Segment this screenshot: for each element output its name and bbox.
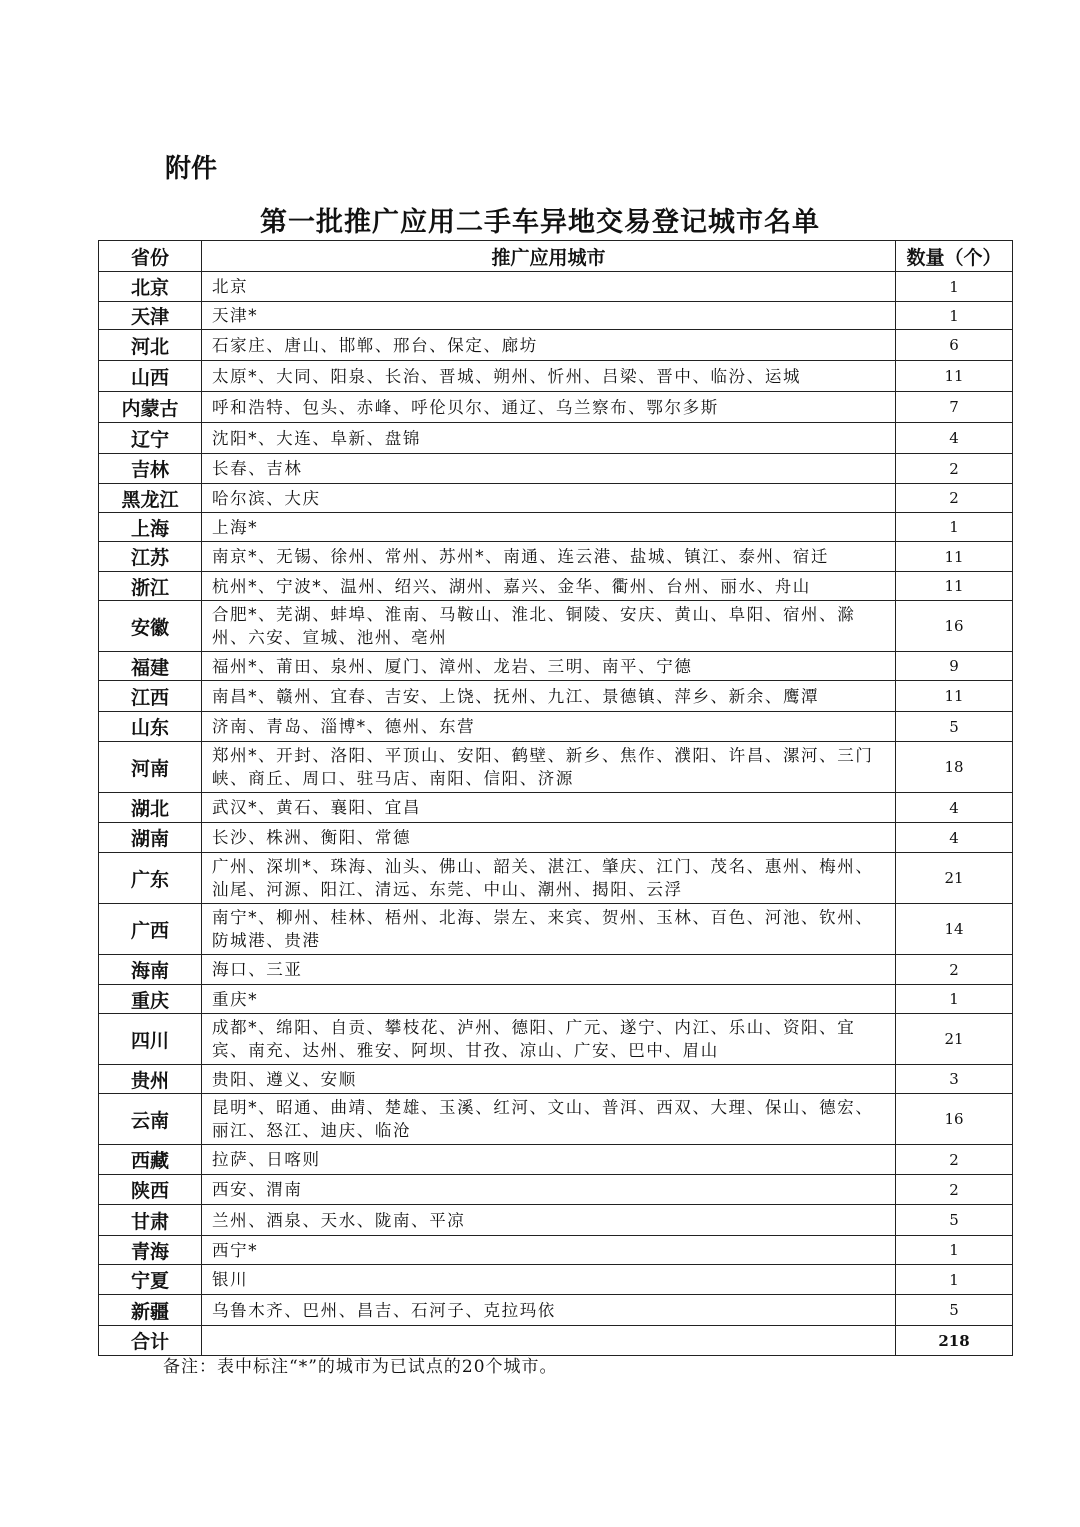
count-cell: 5 [896,712,1013,742]
cities-cell: 武汉*、黄石、襄阳、宜昌 [202,793,896,823]
table-row [99,1236,1013,1265]
count-cell: 1 [896,985,1013,1014]
count-cell: 4 [896,793,1013,823]
province-cell: 重庆 [99,985,202,1014]
province-cell: 湖南 [99,823,202,853]
province-cell: 江苏 [99,542,202,572]
province-cell: 天津 [99,302,202,330]
cities-cell: 南昌*、赣州、宜春、吉安、上饶、抚州、九江、景德镇、萍乡、新余、鹰潭 [202,681,896,712]
table-header-row [99,241,1013,272]
count-cell: 14 [896,904,1013,955]
count-cell: 16 [896,1094,1013,1145]
cities-cell: 西宁* [202,1236,896,1265]
document-title: 第一批推广应用二手车异地交易登记城市名单 [260,207,820,238]
header-cities: 推广应用城市 [202,241,896,272]
cities-cell: 福州*、莆田、泉州、厦门、漳州、龙岩、三明、南平、宁德 [202,652,896,681]
cities-cell: 海口、三亚 [202,955,896,985]
count-cell: 11 [896,572,1013,601]
province-cell: 北京 [99,272,202,302]
total-row [99,1326,1013,1356]
table-row [99,712,1013,742]
table-row [99,1145,1013,1175]
count-cell: 16 [896,601,1013,652]
province-cell: 黑龙江 [99,484,202,513]
cities-cell: 杭州*、宁波*、温州、绍兴、湖州、嘉兴、金华、衢州、台州、丽水、舟山 [202,572,896,601]
count-cell: 2 [896,1175,1013,1205]
cities-cell: 西安、渭南 [202,1175,896,1205]
cities-cell: 重庆* [202,985,896,1014]
province-cell: 陕西 [99,1175,202,1205]
cities-cell: 长春、吉林 [202,454,896,484]
table-row [99,392,1013,423]
cities-cell: 沈阳*、大连、阜新、盘锦 [202,423,896,454]
cities-cell: 呼和浩特、包头、赤峰、呼伦贝尔、通辽、乌兰察布、鄂尔多斯 [202,392,896,423]
table-row [99,681,1013,712]
table-row [99,1265,1013,1295]
table-row [99,423,1013,454]
cities-cell: 上海* [202,513,896,542]
province-cell: 河北 [99,330,202,361]
count-cell: 1 [896,302,1013,330]
count-cell: 18 [896,742,1013,793]
cities-cell: 太原*、大同、阳泉、长治、晋城、朔州、忻州、吕梁、晋中、临汾、运城 [202,361,896,392]
table-row [99,904,1013,955]
cities-cell: 贵阳、遵义、安顺 [202,1065,896,1094]
count-cell: 2 [896,1145,1013,1175]
count-cell: 2 [896,454,1013,484]
province-cell: 青海 [99,1236,202,1265]
cities-cell: 哈尔滨、大庆 [202,484,896,513]
count-cell: 1 [896,1265,1013,1295]
count-cell: 11 [896,542,1013,572]
table-row [99,1205,1013,1236]
cities-cell: 昆明*、昭通、曲靖、楚雄、玉溪、红河、文山、普洱、西双、大理、保山、德宏、丽江、怒江、迪庆、临沧 [202,1094,896,1145]
cities-cell: 北京 [202,272,896,302]
table-row [99,853,1013,904]
table-row [99,601,1013,652]
count-cell: 9 [896,652,1013,681]
count-cell: 7 [896,392,1013,423]
cities-cell: 合肥*、芜湖、蚌埠、淮南、马鞍山、淮北、铜陵、安庆、黄山、阜阳、宿州、滁州、六安、宣城、池州、亳州 [202,601,896,652]
cities-cell: 兰州、酒泉、天水、陇南、平凉 [202,1205,896,1236]
table-row [99,1065,1013,1094]
count-cell: 1 [896,513,1013,542]
table-row [99,652,1013,681]
cities-cell: 南京*、无锡、徐州、常州、苏州*、南通、连云港、盐城、镇江、泰州、宿迁 [202,542,896,572]
count-cell: 1 [896,1236,1013,1265]
cities-cell: 天津* [202,302,896,330]
count-cell: 2 [896,484,1013,513]
count-cell: 2 [896,955,1013,985]
cities-cell: 广州、深圳*、珠海、汕头、佛山、韶关、湛江、肇庆、江门、茂名、惠州、梅州、汕尾、河源、阳江、清远、东莞、中山、潮州、揭阳、云浮 [202,853,896,904]
header-count: 数量（个） [896,241,1013,272]
table-row [99,1175,1013,1205]
count-cell: 21 [896,1014,1013,1065]
table-row [99,1094,1013,1145]
province-cell: 云南 [99,1094,202,1145]
cities-cell: 石家庄、唐山、邯郸、邢台、保定、廊坊 [202,330,896,361]
table-row [99,572,1013,601]
province-cell: 河南 [99,742,202,793]
table-row [99,484,1013,513]
table-row [99,823,1013,853]
province-cell: 内蒙古 [99,392,202,423]
count-cell: 1 [896,272,1013,302]
total-count-cell: 218 [896,1326,1013,1356]
count-cell: 3 [896,1065,1013,1094]
table-row [99,955,1013,985]
province-cell: 江西 [99,681,202,712]
attachment-label: 附件 [165,154,218,184]
table-row [99,793,1013,823]
table-row [99,513,1013,542]
cities-cell: 长沙、株洲、衡阳、常德 [202,823,896,853]
table-row [99,272,1013,302]
province-cell: 宁夏 [99,1265,202,1295]
province-cell: 四川 [99,1014,202,1065]
province-cell: 广东 [99,853,202,904]
cities-cell: 成都*、绵阳、自贡、攀枝花、泸州、德阳、广元、遂宁、内江、乐山、资阳、宜宾、南充、达州、雅安、阿坝、甘孜、凉山、广安、巴中、眉山 [202,1014,896,1065]
total-label-cell: 合计 [99,1326,202,1356]
header-province: 省份 [99,241,202,272]
province-cell: 贵州 [99,1065,202,1094]
province-cell: 山东 [99,712,202,742]
province-cell: 海南 [99,955,202,985]
table-row [99,361,1013,392]
count-cell: 11 [896,361,1013,392]
cities-cell: 济南、青岛、淄博*、德州、东营 [202,712,896,742]
province-cell: 福建 [99,652,202,681]
province-cell: 山西 [99,361,202,392]
province-cell: 辽宁 [99,423,202,454]
province-cell: 上海 [99,513,202,542]
city-list-table [98,240,1013,1356]
table-row [99,542,1013,572]
table-row [99,1295,1013,1326]
table-body [99,272,1013,1356]
province-cell: 浙江 [99,572,202,601]
province-cell: 甘肃 [99,1205,202,1236]
count-cell: 4 [896,423,1013,454]
footnote: 备注：表中标注“*”的城市为已试点的20个城市。 [163,1357,558,1377]
table-row [99,1014,1013,1065]
province-cell: 广西 [99,904,202,955]
cities-cell: 银川 [202,1265,896,1295]
table-row [99,985,1013,1014]
cities-cell: 拉萨、日喀则 [202,1145,896,1175]
count-cell: 6 [896,330,1013,361]
province-cell: 湖北 [99,793,202,823]
table-row [99,330,1013,361]
province-cell: 安徽 [99,601,202,652]
table-row [99,302,1013,330]
count-cell: 21 [896,853,1013,904]
count-cell: 11 [896,681,1013,712]
cities-cell: 南宁*、柳州、桂林、梧州、北海、崇左、来宾、贺州、玉林、百色、河池、钦州、防城港、贵港 [202,904,896,955]
table-row [99,742,1013,793]
table-row [99,454,1013,484]
count-cell: 5 [896,1295,1013,1326]
cities-cell: 郑州*、开封、洛阳、平顶山、安阳、鹤壁、新乡、焦作、濮阳、许昌、漯河、三门峡、商丘、周口、驻马店、南阳、信阳、济源 [202,742,896,793]
province-cell: 新疆 [99,1295,202,1326]
count-cell: 5 [896,1205,1013,1236]
province-cell: 吉林 [99,454,202,484]
count-cell: 4 [896,823,1013,853]
cities-cell: 乌鲁木齐、巴州、昌吉、石河子、克拉玛依 [202,1295,896,1326]
total-cities-cell [202,1326,896,1356]
province-cell: 西藏 [99,1145,202,1175]
